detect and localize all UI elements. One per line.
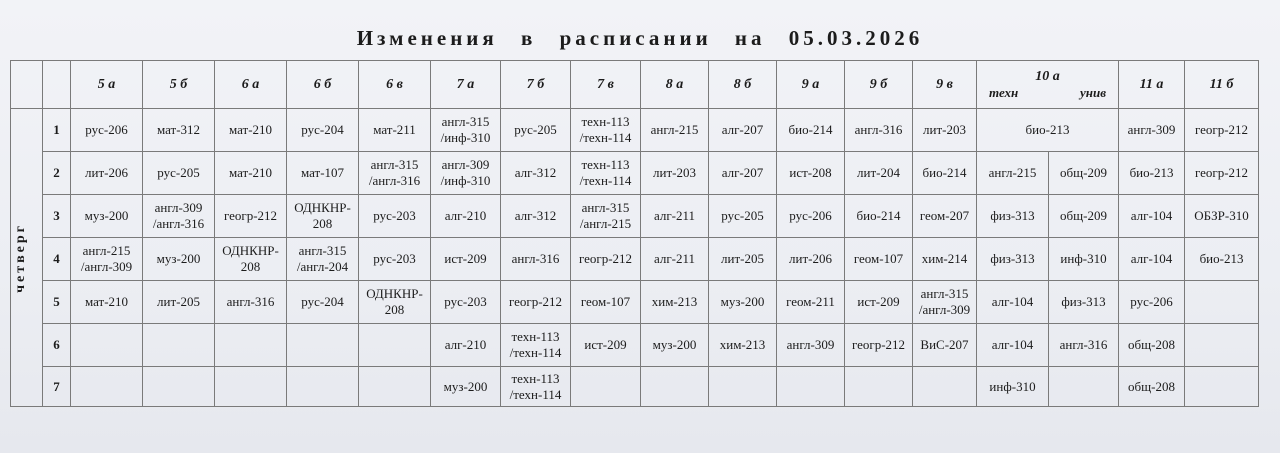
lesson-cell: англ-309 /инф-310 [431, 152, 501, 195]
page-title: Изменения в расписании на 05.03.2026 [356, 26, 924, 50]
lesson-cell: муз-200 [709, 281, 777, 324]
class-header-10a-groups [979, 85, 1116, 101]
corner-cell [11, 61, 43, 109]
lesson-cell: ист-209 [845, 281, 913, 324]
lesson-cell: алг-211 [641, 238, 709, 281]
class-header: 9 а [777, 61, 845, 109]
lesson-cell: техн-113 /техн-114 [571, 152, 641, 195]
lesson-cell: англ-215 [641, 109, 709, 152]
lesson-cell: англ-309 [1119, 109, 1185, 152]
lesson-cell: геом-211 [777, 281, 845, 324]
lesson-cell: био-213 [977, 109, 1119, 152]
class-header: 6 а [215, 61, 287, 109]
lesson-cell: ист-209 [571, 324, 641, 367]
lesson-cell: мат-210 [215, 109, 287, 152]
lesson-number: 2 [43, 152, 71, 195]
class-header: 5 б [143, 61, 215, 109]
lesson-cell: англ-315 /англ-215 [571, 195, 641, 238]
class-header: 5 а [71, 61, 143, 109]
lesson-cell: физ-313 [1049, 281, 1119, 324]
lesson-cell: лит-203 [641, 152, 709, 195]
lesson-cell: рус-203 [359, 238, 431, 281]
class-header-10a [977, 61, 1119, 109]
lesson-number: 6 [43, 324, 71, 367]
lesson-cell [845, 367, 913, 407]
lesson-cell: англ-316 [501, 238, 571, 281]
lesson-cell: рус-206 [71, 109, 143, 152]
lesson-cell: био-214 [777, 109, 845, 152]
lesson-cell: рус-203 [431, 281, 501, 324]
lesson-cell [777, 367, 845, 407]
lesson-cell: хим-214 [913, 238, 977, 281]
lesson-cell: алг-104 [1119, 195, 1185, 238]
class-header: 9 б [845, 61, 913, 109]
lesson-cell: лит-205 [143, 281, 215, 324]
lesson-cell: англ-215 [977, 152, 1049, 195]
lesson-cell: техн-113 /техн-114 [501, 324, 571, 367]
corner-cell [43, 61, 71, 109]
lesson-row [11, 109, 1259, 152]
day-cell [11, 109, 43, 407]
lesson-cell: англ-315 /инф-310 [431, 109, 501, 152]
lesson-cell: лит-205 [709, 238, 777, 281]
class-header: 7 в [571, 61, 641, 109]
lesson-row [11, 195, 1259, 238]
lesson-cell: мат-107 [287, 152, 359, 195]
lesson-cell: англ-215 /англ-309 [71, 238, 143, 281]
lesson-cell: био-213 [1119, 152, 1185, 195]
lesson-cell: био-214 [913, 152, 977, 195]
lesson-cell: алг-207 [709, 152, 777, 195]
lesson-cell [143, 367, 215, 407]
lesson-cell: рус-205 [709, 195, 777, 238]
lesson-row [11, 281, 1259, 324]
class-header: 7 а [431, 61, 501, 109]
lesson-cell: алг-210 [431, 195, 501, 238]
lesson-row [11, 152, 1259, 195]
lesson-cell: геогр-212 [845, 324, 913, 367]
lesson-cell [143, 324, 215, 367]
lesson-cell [71, 367, 143, 407]
lesson-cell: геогр-212 [571, 238, 641, 281]
lesson-cell: англ-309 /англ-316 [143, 195, 215, 238]
lesson-cell: муз-200 [641, 324, 709, 367]
lesson-cell: рус-204 [287, 281, 359, 324]
lesson-number: 4 [43, 238, 71, 281]
lesson-cell: рус-203 [359, 195, 431, 238]
lesson-cell [359, 324, 431, 367]
lesson-cell: рус-206 [1119, 281, 1185, 324]
lesson-cell: физ-313 [977, 195, 1049, 238]
lesson-cell: геом-107 [571, 281, 641, 324]
lesson-cell [287, 367, 359, 407]
lesson-cell: геогр-212 [215, 195, 287, 238]
lesson-cell: англ-315 /англ-316 [359, 152, 431, 195]
class-header: 11 б [1185, 61, 1259, 109]
schedule-body [11, 61, 1259, 407]
lesson-number: 1 [43, 109, 71, 152]
lesson-cell: англ-315 /англ-309 [913, 281, 977, 324]
lesson-cell: лит-204 [845, 152, 913, 195]
lesson-cell: алг-211 [641, 195, 709, 238]
lesson-cell: англ-316 [845, 109, 913, 152]
lesson-cell: муз-200 [431, 367, 501, 407]
lesson-cell: муз-200 [71, 195, 143, 238]
lesson-cell [571, 367, 641, 407]
lesson-cell: лит-206 [777, 238, 845, 281]
lesson-cell: ОДНКНР- 208 [215, 238, 287, 281]
lesson-cell: лит-203 [913, 109, 977, 152]
lesson-number: 5 [43, 281, 71, 324]
lesson-cell [359, 367, 431, 407]
lesson-cell: мат-211 [359, 109, 431, 152]
lesson-cell: инф-310 [1049, 238, 1119, 281]
lesson-cell [1185, 367, 1259, 407]
lesson-cell: ВиС-207 [913, 324, 977, 367]
lesson-cell: мат-210 [71, 281, 143, 324]
lesson-cell [71, 324, 143, 367]
lesson-cell: англ-309 [777, 324, 845, 367]
lesson-cell [641, 367, 709, 407]
lesson-cell: лит-206 [71, 152, 143, 195]
lesson-cell: ист-208 [777, 152, 845, 195]
lesson-cell: геогр-212 [1185, 152, 1259, 195]
lesson-cell: алг-210 [431, 324, 501, 367]
lesson-cell [1049, 367, 1119, 407]
class-header: 6 б [287, 61, 359, 109]
class-header: 7 б [501, 61, 571, 109]
lesson-cell: ОДНКНР- 208 [287, 195, 359, 238]
lesson-cell: мат-312 [143, 109, 215, 152]
lesson-cell: алг-312 [501, 195, 571, 238]
lesson-cell: алг-104 [977, 281, 1049, 324]
lesson-cell: общ-208 [1119, 367, 1185, 407]
lesson-cell: рус-204 [287, 109, 359, 152]
lesson-cell: геом-207 [913, 195, 977, 238]
lesson-cell: рус-205 [143, 152, 215, 195]
lesson-number: 3 [43, 195, 71, 238]
lesson-cell: мат-210 [215, 152, 287, 195]
lesson-row [11, 238, 1259, 281]
lesson-cell: англ-316 [215, 281, 287, 324]
lesson-cell: био-214 [845, 195, 913, 238]
lesson-cell: алг-104 [1119, 238, 1185, 281]
lesson-cell: алг-207 [709, 109, 777, 152]
lesson-cell [215, 367, 287, 407]
lesson-cell: ОБЗР-310 [1185, 195, 1259, 238]
lesson-cell [215, 324, 287, 367]
lesson-cell: ист-209 [431, 238, 501, 281]
lesson-row [11, 367, 1259, 407]
lesson-cell: общ-208 [1119, 324, 1185, 367]
lesson-cell [1185, 324, 1259, 367]
lesson-cell: хим-213 [641, 281, 709, 324]
lesson-cell: рус-205 [501, 109, 571, 152]
lesson-row [11, 324, 1259, 367]
lesson-cell [913, 367, 977, 407]
class-header: 6 в [359, 61, 431, 109]
class-header: 9 в [913, 61, 977, 109]
lesson-cell: геогр-212 [1185, 109, 1259, 152]
lesson-cell [709, 367, 777, 407]
lesson-cell: хим-213 [709, 324, 777, 367]
lesson-cell: геом-107 [845, 238, 913, 281]
lesson-cell: алг-312 [501, 152, 571, 195]
class-header: 10 а [1035, 68, 1060, 84]
group-label: техн [989, 84, 1019, 100]
lesson-cell [1185, 281, 1259, 324]
lesson-cell: техн-113 /техн-114 [571, 109, 641, 152]
lesson-cell: англ-315 /англ-204 [287, 238, 359, 281]
header-row [11, 61, 1259, 109]
lesson-cell: англ-316 [1049, 324, 1119, 367]
class-header: 8 б [709, 61, 777, 109]
lesson-cell [287, 324, 359, 367]
lesson-cell: общ-209 [1049, 195, 1119, 238]
lesson-number: 7 [43, 367, 71, 407]
lesson-cell: инф-310 [977, 367, 1049, 407]
lesson-cell: техн-113 /техн-114 [501, 367, 571, 407]
lesson-cell: рус-206 [777, 195, 845, 238]
class-header: 11 а [1119, 61, 1185, 109]
schedule-table [10, 60, 1259, 407]
lesson-cell: геогр-212 [501, 281, 571, 324]
day-label: четверг [13, 222, 28, 293]
lesson-cell: общ-209 [1049, 152, 1119, 195]
lesson-cell: физ-313 [977, 238, 1049, 281]
lesson-cell: био-213 [1185, 238, 1259, 281]
lesson-cell: ОДНКНР- 208 [359, 281, 431, 324]
class-header: 8 а [641, 61, 709, 109]
lesson-cell: алг-104 [977, 324, 1049, 367]
group-label: унив [1079, 84, 1107, 100]
lesson-cell: муз-200 [143, 238, 215, 281]
